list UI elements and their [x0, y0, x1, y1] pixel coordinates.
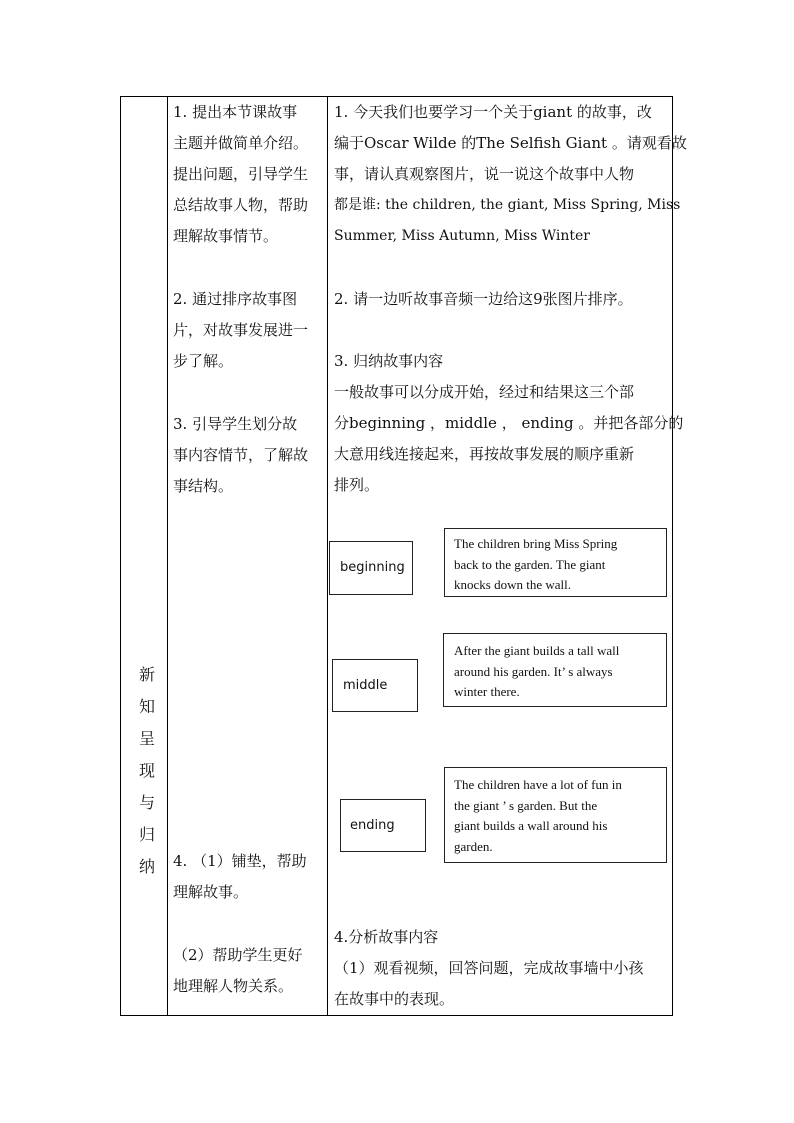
text-line: 事，请认真观察图片，说一说这个故事中人物 — [334, 165, 635, 183]
text-line: 编于Oscar Wilde 的The Selfish Giant 。请观看故 — [334, 134, 687, 152]
section-label-char: 归 — [138, 825, 155, 844]
section-label-char: 知 — [138, 697, 155, 716]
text-line: knocks down the wall. — [454, 577, 571, 592]
text-line — [454, 641, 658, 703]
section-label-char: 呈 — [138, 729, 155, 748]
text-line: 2. 通过排序故事图 — [173, 290, 298, 308]
text-line — [454, 534, 657, 596]
text-line: （1）观看视频，回答问题，完成故事墙中小孩 — [334, 959, 644, 977]
column-divider-1 — [167, 96, 168, 1016]
text-line: 排列。 — [334, 476, 380, 494]
text-line: 都是谁: the children, the giant, Miss Spring, Miss — [334, 197, 681, 213]
text-line: back to the garden. The giant — [454, 556, 606, 572]
section-label-char: 新 — [138, 665, 155, 684]
section-label-char: 纳 — [138, 857, 155, 876]
text-line: garden. — [454, 838, 493, 854]
beginning-label: beginning — [340, 560, 405, 575]
table-right-border — [672, 96, 673, 1016]
text-line: 主题并做简单介绍。 — [173, 134, 309, 152]
text-line: 事内容情节，了解故 — [173, 446, 309, 464]
ending-label: ending — [350, 818, 395, 833]
text-line — [454, 775, 657, 857]
ending-box[interactable] — [340, 799, 426, 852]
text-line: 提出问题，引导学生 — [173, 165, 309, 183]
table-bottom-border — [120, 1015, 673, 1016]
text-line: （2）帮助学生更好 — [173, 946, 303, 964]
section-label-char: 与 — [138, 793, 155, 812]
text-line: 分beginning ，middle ， ending 。并把各部分的 — [334, 414, 684, 432]
table-left-border — [120, 96, 121, 1016]
text-line: 地理解人物关系。 — [173, 977, 294, 995]
text-line: giant builds a wall around his — [454, 818, 608, 833]
beginning-box[interactable] — [329, 541, 413, 595]
middle-box[interactable] — [332, 659, 418, 712]
text-line: 4. （1）铺垫，帮助 — [173, 852, 307, 870]
text-line: 片，对故事发展进一 — [173, 321, 309, 339]
story-description-2[interactable] — [443, 633, 667, 707]
text-line: 理解故事。 — [173, 883, 249, 901]
text-line: 1. 今天我们也要学习一个关于giant 的故事，改 — [334, 103, 652, 121]
text-line: After the giant builds a tall wall — [454, 643, 620, 658]
text-line: The children bring Miss Spring — [454, 536, 618, 551]
activity-3-title: 3. 归纳故事内容 — [334, 352, 444, 370]
text-line: winter there. — [454, 684, 520, 699]
middle-label: middle — [343, 678, 388, 693]
story-description-1[interactable] — [444, 528, 667, 597]
text-line: 大意用线连接起来，再按故事发展的顺序重新 — [334, 445, 635, 463]
story-description-3[interactable] — [444, 767, 667, 863]
text-line: 理解故事情节。 — [173, 227, 279, 245]
text-line: the giant ’ s garden. But the — [454, 797, 598, 813]
text-line: 一般故事可以分成开始，经过和结果这三个部 — [334, 383, 635, 401]
text-line: 在故事中的表现。 — [334, 990, 455, 1008]
text-line: Summer, Miss Autumn, Miss Winter — [334, 228, 590, 244]
text-line: 1. 提出本节课故事 — [173, 103, 298, 121]
text-line: 3. 引导学生划分故 — [173, 415, 298, 433]
text-line: 步了解。 — [173, 352, 234, 370]
section-label-char: 现 — [138, 761, 155, 780]
activity-2: 2. 请一边听故事音频一边给这9张图片排序。 — [334, 290, 633, 308]
text-line: The children have a lot of fun in — [454, 777, 622, 792]
text-line: 总结故事人物，帮助 — [173, 196, 309, 214]
text-line: around his garden. It’ s always — [454, 663, 613, 679]
column-divider-2 — [327, 96, 328, 1016]
text-line: 事结构。 — [173, 477, 234, 495]
activity-4-title: 4.分析故事内容 — [334, 928, 439, 946]
